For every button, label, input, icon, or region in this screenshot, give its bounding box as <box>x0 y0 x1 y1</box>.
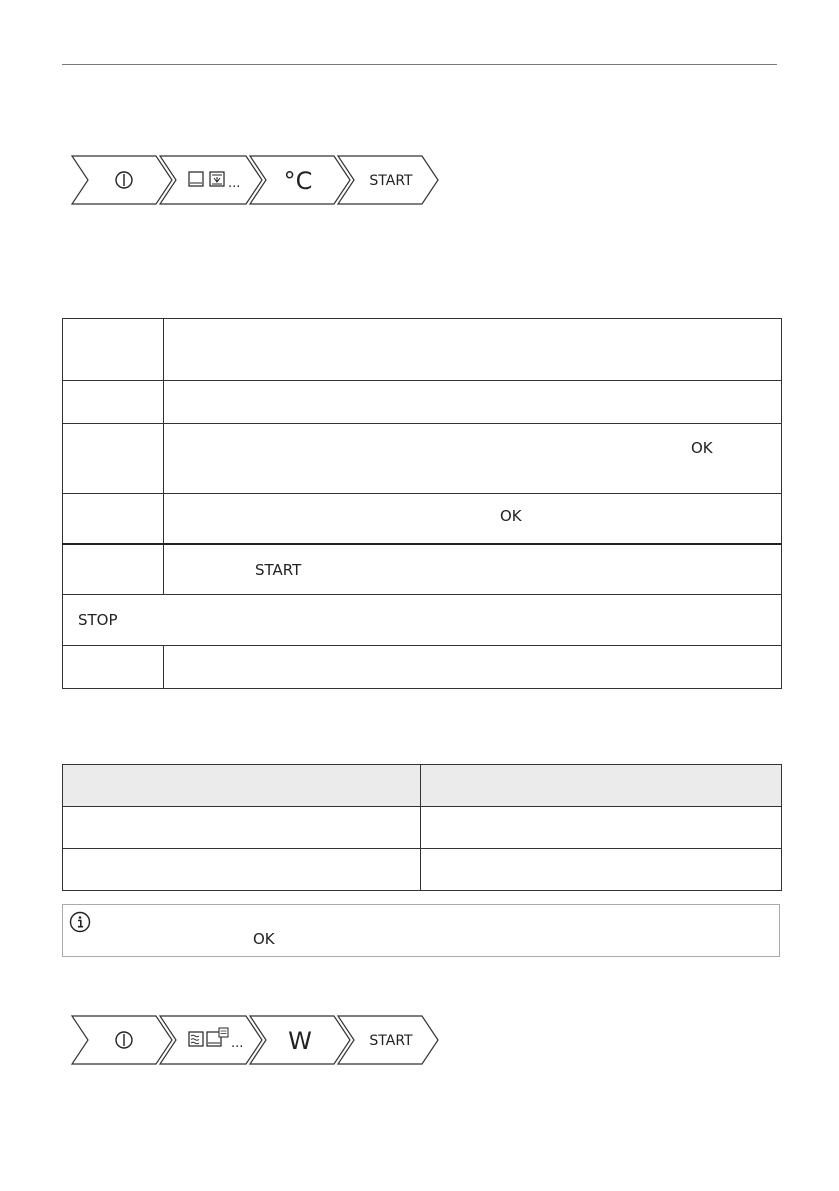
table-row <box>63 494 782 544</box>
description-cell <box>164 544 782 595</box>
stop-cell: STOP <box>63 595 782 646</box>
microwave-mode-icon <box>189 1032 203 1046</box>
info-icon <box>69 911 91 933</box>
table-row <box>63 424 782 494</box>
step-cell <box>63 494 164 544</box>
column-header <box>63 765 421 807</box>
header-rule <box>62 64 777 65</box>
fan-mode-icon <box>210 172 224 186</box>
column-header <box>421 765 782 807</box>
step-start <box>338 1016 438 1064</box>
power-icon <box>116 172 132 188</box>
step-cell <box>63 646 164 689</box>
table-row <box>63 544 782 595</box>
table-row <box>63 319 782 381</box>
step-start <box>338 156 438 204</box>
step-modes <box>160 156 262 204</box>
step-cell <box>63 319 164 381</box>
steps-bottom <box>70 1015 440 1065</box>
table-row <box>63 595 782 646</box>
step-power-level <box>250 1016 350 1064</box>
combi-mode-icon <box>207 1028 228 1046</box>
ok-button-label: OK <box>500 507 522 525</box>
info-note <box>62 904 780 957</box>
description-cell <box>164 646 782 689</box>
oven-mode-icon <box>189 172 203 186</box>
table-cell <box>63 807 421 849</box>
table-header-row <box>63 765 782 807</box>
start-button-label: START <box>255 560 302 579</box>
watt-label: W <box>288 1027 312 1055</box>
more-modes-label: ... <box>231 1036 244 1051</box>
steps-top <box>70 155 440 205</box>
ok-button-label: OK <box>253 930 275 948</box>
start-label: START <box>369 1033 413 1049</box>
procedure-table <box>62 318 782 689</box>
table-cell <box>63 849 421 891</box>
step-power <box>72 156 172 204</box>
start-label: START <box>369 173 413 189</box>
step-cell <box>63 381 164 424</box>
step-temperature <box>250 156 350 204</box>
more-modes-label: ... <box>228 176 241 191</box>
step-cell <box>63 424 164 494</box>
step-modes <box>160 1016 262 1064</box>
settings-table <box>62 764 782 891</box>
table-row <box>63 646 782 689</box>
description-cell <box>164 424 782 494</box>
table-cell <box>421 807 782 849</box>
table-cell <box>421 849 782 891</box>
table-row <box>63 381 782 424</box>
step-cell <box>63 544 164 595</box>
temperature-label: °C <box>283 167 313 195</box>
ok-button-label: OK <box>691 439 713 457</box>
table-row <box>63 849 782 891</box>
description-cell <box>164 494 782 544</box>
table-row <box>63 807 782 849</box>
step-power <box>72 1016 172 1064</box>
description-cell <box>164 381 782 424</box>
power-icon <box>116 1032 132 1048</box>
description-cell <box>164 319 782 381</box>
